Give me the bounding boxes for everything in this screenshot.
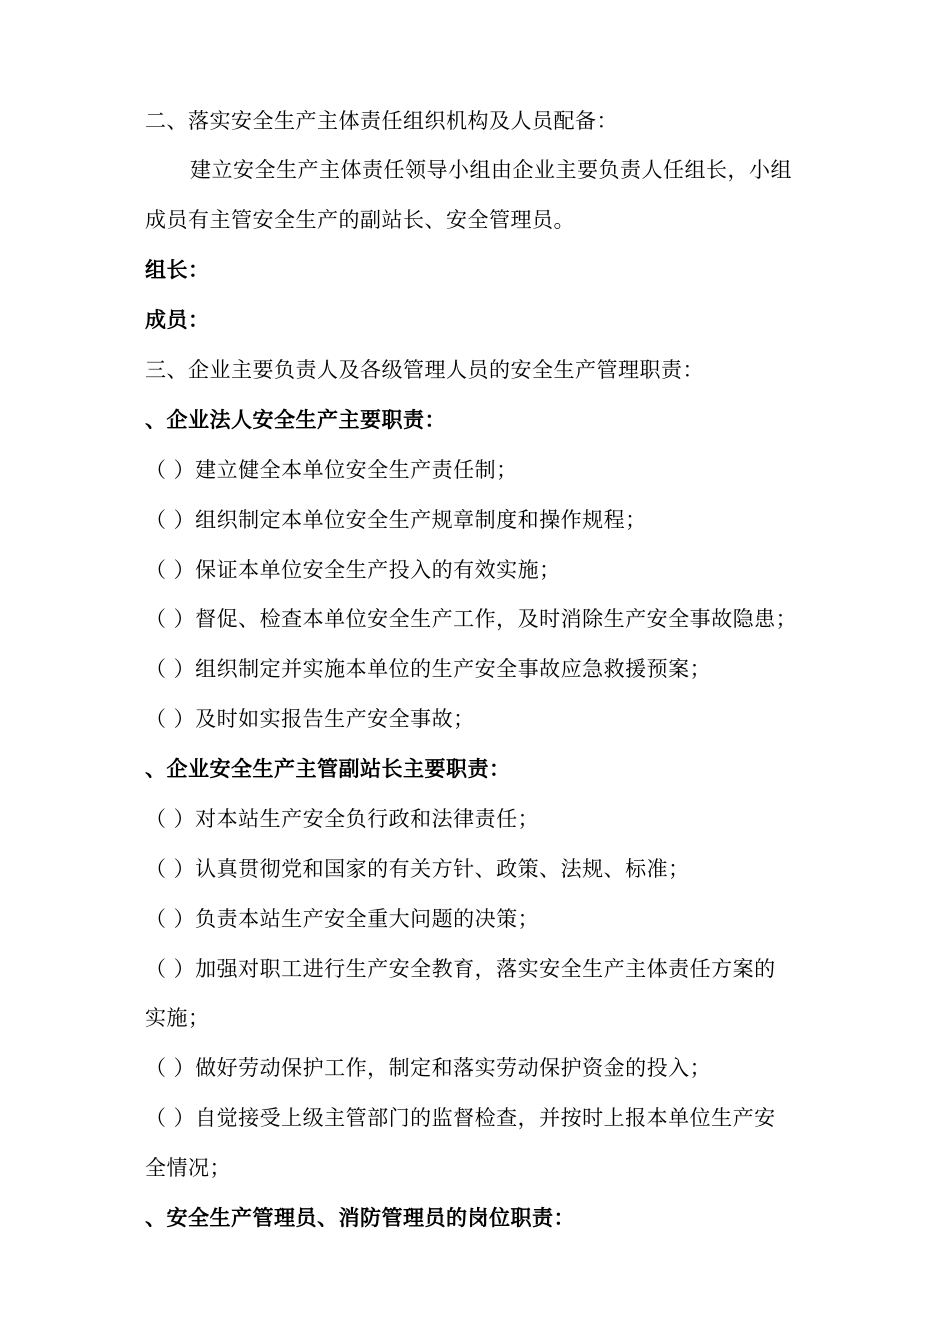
section-heading: 二、落实安全生产主体责任组织机构及人员配备： [145, 109, 618, 133]
subsection-heading: 、企业法人安全生产主要职责： [145, 408, 446, 432]
section-heading: 三、企业主要负责人及各级管理人员的安全生产管理职责： [145, 358, 704, 382]
list-item: （ ）自觉接受上级主管部门的监督检查，并按时上报本单位生产安 [145, 1106, 776, 1130]
subsection-heading: 、企业安全生产主管副站长主要职责： [145, 757, 511, 781]
list-item: （ ）保证本单位安全生产投入的有效实施； [145, 558, 561, 582]
list-item: （ ）加强对职工进行生产安全教育，落实安全生产主体责任方案的 [145, 957, 776, 981]
paragraph-line: 建立安全生产主体责任领导小组由企业主要负责人任组长，小组 [190, 158, 792, 182]
subsection-heading: 、安全生产管理员、消防管理员的岗位职责： [145, 1206, 575, 1230]
list-item: （ ）及时如实报告生产安全事故； [145, 707, 475, 731]
list-item: （ ）建立健全本单位安全生产责任制； [145, 458, 518, 482]
paragraph-line: 成员有主管安全生产的副站长、安全管理员。 [145, 208, 575, 232]
list-item: （ ）督促、检查本单位安全生产工作，及时消除生产安全事故隐患； [145, 607, 798, 631]
list-item: （ ）对本站生产安全负行政和法律责任； [145, 807, 540, 831]
team-leader-label: 组长： [145, 258, 210, 282]
list-item: （ ）认真贯彻党和国家的有关方针、政策、法规、标准； [145, 857, 690, 881]
list-item: （ ）做好劳动保护工作，制定和落实劳动保护资金的投入； [145, 1056, 712, 1080]
list-item: （ ）负责本站生产安全重大问题的决策； [145, 907, 540, 931]
team-members-label: 成员： [145, 308, 210, 332]
list-item-continuation: 实施； [145, 1006, 210, 1030]
list-item: （ ）组织制定本单位安全生产规章制度和操作规程； [145, 508, 647, 532]
list-item: （ ）组织制定并实施本单位的生产安全事故应急救援预案； [145, 657, 712, 681]
list-item-continuation: 全情况； [145, 1156, 231, 1180]
